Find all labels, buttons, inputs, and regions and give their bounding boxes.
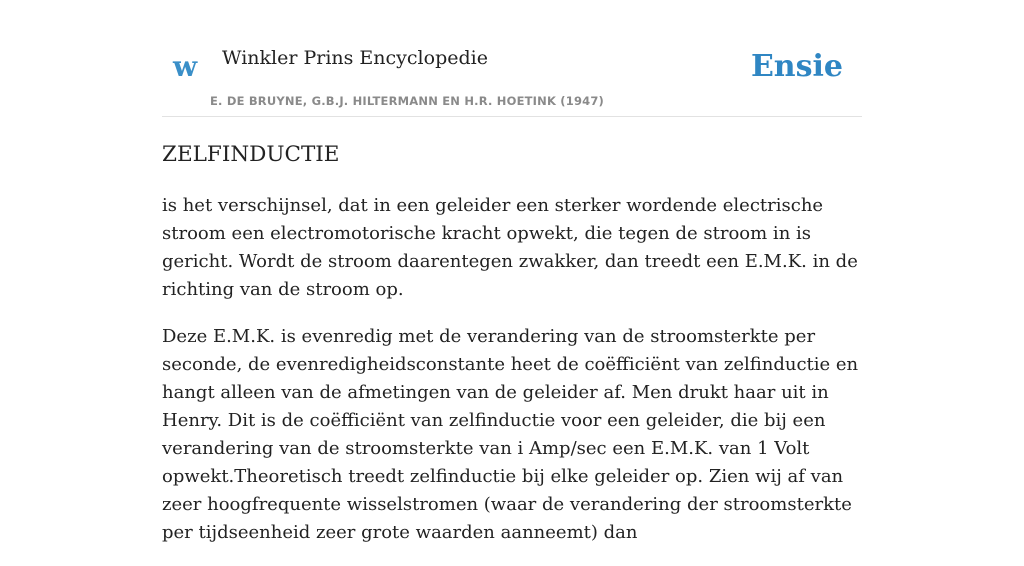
site-header — [162, 0, 862, 117]
publication-authors: E. DE BRUYNE, G.B.J. HILTERMANN EN H.R. HOETINK (1947) — [210, 94, 605, 108]
ensie-logo-link[interactable]: Ensie — [750, 49, 843, 84]
publication-title[interactable]: Winkler Prins Encyclopedie — [222, 47, 488, 69]
article-title: ZELFINDUCTIE — [162, 142, 340, 167]
article-paragraph: Deze E.M.K. is evenredig met de verandering van de stroomsterkte per seconde, de evenredigheidsconstante heet de coëfficiënt van zelfinductie en hangt alleen van de afmetingen van de geleider af. Men drukt haar uit in Henry. Dit is de coëfficiënt van zelfinductie voor een geleider, die bij een verandering van de stroomsterkte van i Amp/sec een E.M.K. van 1 Volt opwekt.Theoretisch treedt zelfinductie bij elke geleider op. Zien wij af van zeer hoogfrequente wisselstromen (waar de verandering der stroomsterkte per tijdseenheid zeer grote waarden aanneemt) dan — [162, 326, 859, 543]
winkler-prins-logo[interactable]: w — [173, 50, 198, 83]
article-paragraph: is het verschijnsel, dat in een geleider een sterker wordende electrische stroom een electromotorische kracht opwekt, die tegen de stroom in is gericht. Wordt de stroom daarentegen zwakker, dan treedt een E.M.K. in de richting van de stroom op. — [162, 195, 858, 300]
article — [162, 140, 864, 566]
